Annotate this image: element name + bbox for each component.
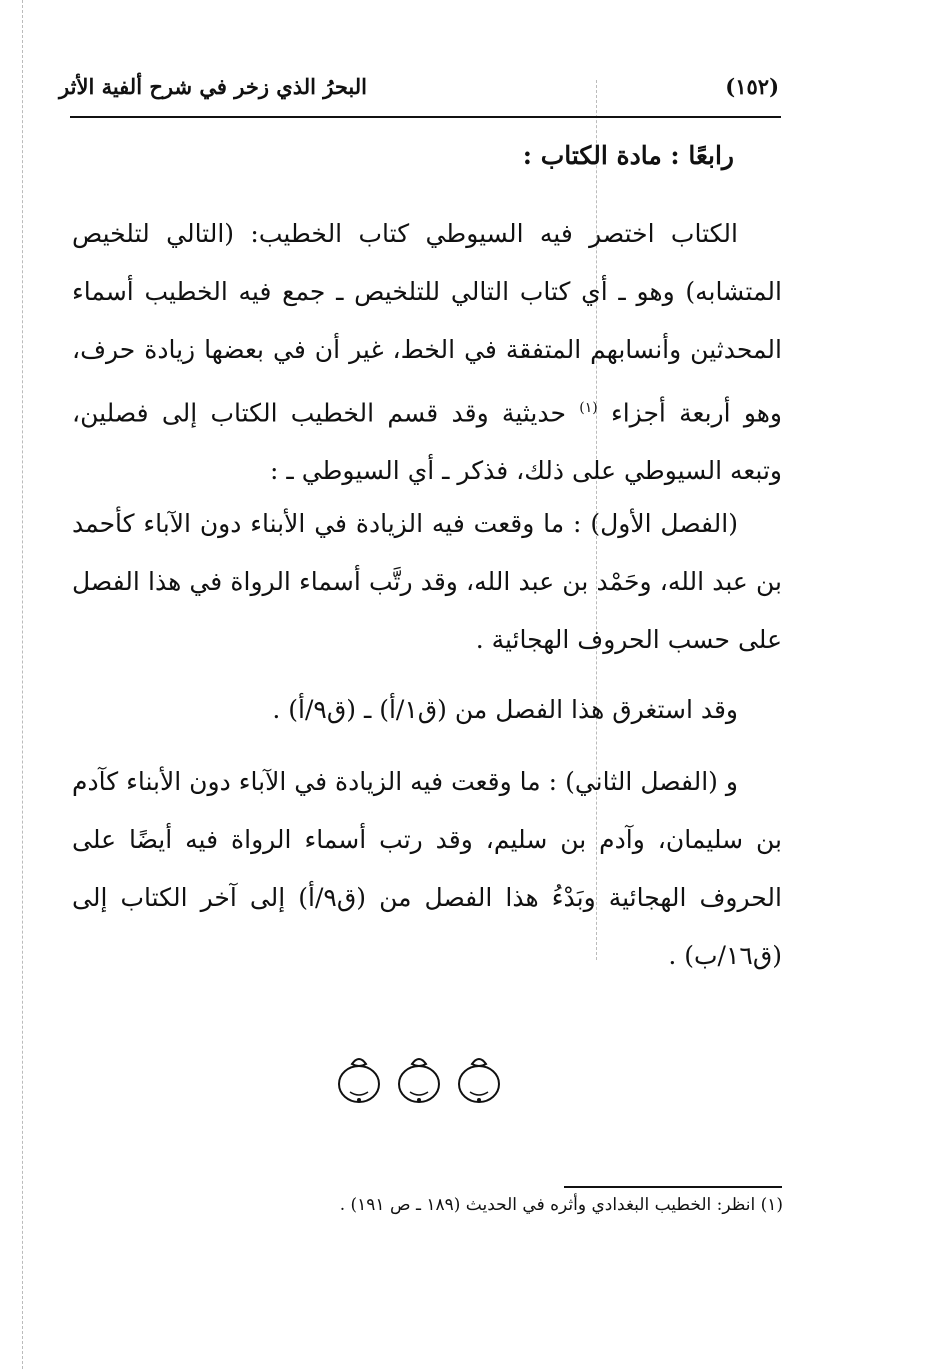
section-heading: رابعًا : مادة الكتاب : [522, 141, 734, 170]
running-header-title: البحرُ الذي زخر في شرح ألفية الأثر [59, 74, 367, 99]
paragraph-text: وقد استغرق هذا الفصل من (ق١/أ) ـ (ق٩/أ) . [272, 695, 738, 724]
footnote: (١) انظر: الخطيب البغدادي وأثره في الحديث (١٨٩ ـ ص ١٩١) . [339, 1195, 783, 1215]
paragraph-text: (الفصل الأول) : ما وقعت فيه الزيادة في الأبناء دون الآباء كأحمد بن عبد الله، وحَمْد بن عبد الله، وقد رتَّب أسماء الرواة في هذا الفصل على حسب الحروف الهجائية . [72, 509, 782, 654]
paragraph [72, 681, 782, 739]
section-end-ornaments [334, 1052, 504, 1112]
paragraph-text: الكتاب اختصر فيه السيوطي كتاب الخطيب: (التالي لتلخيص المتشابه) وهو ـ أي كتاب التالي للتلخيص ـ جمع فيه الخطيب أسماء المحدثين وأنسابهم المتفقة في الخط، غير أن في بعضها زيادة حرف، وهو أربعة أجزاء [72, 219, 783, 428]
paragraph-text: و (الفصل الثاني) : ما وقعت فيه الزيادة في الآباء دون الأبناء كآدم بن سليمان، وآدم بن سليم، وقد رتب أسماء الرواة فيه أيضًا على الحروف الهجائية وبَدْءُ هذا الفصل من (ق٩/أ) إلى آخر الكتاب إلى (ق١٦/ب) . [72, 767, 782, 970]
paragraph [72, 753, 782, 985]
paragraph [72, 495, 782, 669]
footnote-rule [564, 1186, 782, 1188]
scan-margin-line [22, 0, 23, 1369]
page-number: (١٥٢) [725, 74, 779, 99]
ornament-flower-icon [334, 1052, 384, 1108]
header-rule [70, 116, 781, 118]
paragraph [72, 205, 782, 500]
ornament-flower-icon [454, 1052, 504, 1108]
ornament-flower-icon [394, 1052, 444, 1108]
paragraph-text: حديثية وقد قسم الخطيب الكتاب إلى فصلين، وتبعه السيوطي على ذلك، فذكر ـ أي السيوطي ـ : [72, 398, 782, 486]
footnote-mark: (١) [579, 400, 598, 416]
